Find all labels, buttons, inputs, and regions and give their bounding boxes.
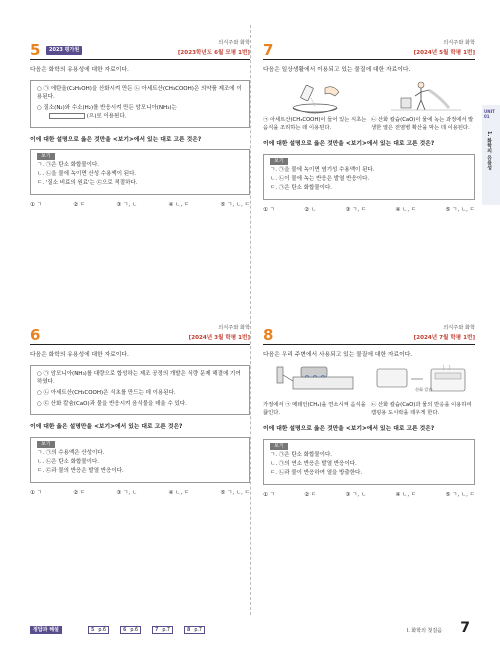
answer-choices [263,207,475,215]
figure-row [263,80,475,132]
bogi-item: ㄷ. '질소 비료의 원료'는 ㉢으로 적절하다. [37,180,138,187]
answer-ref[interactable]: 7 p.7 [152,626,173,634]
gas-stove-illustration [263,365,367,399]
choice-1[interactable]: ① ㄱ [263,206,275,213]
bogi-box [263,154,475,200]
subject-label: 의식주와 화학 [218,40,250,46]
question-text: 이에 대한 설명으로 옳은 것만을 <보기>에서 있는 대로 고른 것은? [263,426,435,433]
choice-2[interactable]: ② ㄷ [73,489,86,496]
choice-4[interactable]: ④ ㄴ, ㄷ [395,206,417,213]
bogi-item: ㄴ. ㉡은 탄소 화합물이다. [37,458,100,465]
question-text: 이에 대한 설명으로 옳은 것만을 <보기>에서 있는 대로 고른 것은? [263,141,435,148]
subject-label: 의식주와 화학 [443,325,475,331]
question-intro: 다음은 화학의 유용성에 대한 자료이다. [30,67,129,73]
answer-key-badge: 정답과 해설 [30,626,62,634]
question-intro: 다음은 일상생활에서 이용되고 있는 물질에 대한 자료이다. [263,67,411,73]
info-box [30,365,250,415]
info-line: ○ ㉠ 암모니아(NH₃)를 대량으로 합성하는 제조 공정의 개발은 식량 문제 해결에 기여하였다. [37,371,241,386]
subject-label: 의식주와 화학 [218,325,250,331]
source-label: [2023학년도 6월 모평 1번] [177,49,250,56]
choice-3[interactable]: ③ ㄱ, ㄴ [116,202,138,209]
bogi-item: ㄷ. ㉢과 물의 반응은 발열 반응이다. [37,467,124,474]
question-intro: 다음은 우리 주변에서 사용되고 있는 물질에 대한 자료이다. [263,352,413,358]
section-label: 1. 화학의 유용성 [486,131,492,170]
info-box [30,80,250,127]
info-line: ○ 질소(N₂)와 수소(H₂)를 반응시켜 만든 암모니아(NH₃)는 (으)로 이용된다. [37,105,177,120]
choice-3[interactable]: ③ ㄱ, ㄷ [345,206,367,213]
figure-caption: ㉠ 아세트산(CH₃COOH)이 들어 있는 식초는 음식을 조리하는 데 이용된다. [263,117,367,131]
question-header [30,40,250,60]
info-line: ○ ㉢ 산화 칼슘(CaO)과 물을 반응시켜 음식물을 데울 수 있다. [37,401,187,408]
bogi-item: ㄴ. ㉡이 물에 녹는 반응은 발열 반응이다. [270,175,370,182]
bogi-title: 보기 [270,443,288,450]
column-divider [250,25,251,615]
figure-caption: 가정에서 ㉠ 메테인(CH₄)을 연소시켜 음식을 끓인다. [263,402,366,416]
answer-choices [30,490,250,498]
bogi-item: ㄷ. ㉠은 탄소 화합물이다. [270,184,333,191]
choice-3[interactable]: ③ ㄱ, ㄴ [345,491,367,498]
exam-badge: 2023 평가원 [46,46,82,55]
figure-caption: ㉡ 산화 칼슘(CaO)이 물에 녹는 과정에서 발생한 열은 전염병 확산을 막는 데 이용된다. [371,117,474,131]
vinegar-cooking-illustration [263,80,367,114]
source-label: [2024년 5월 학평 1번] [413,49,475,56]
info-line: ○ ㉠ 에탄올(C₂H₅OH)을 산화시켜 만든 ㉡ 아세트산(CH₃COOH)은 의약품 제조에 이용된다. [37,86,242,101]
bogi-title: 보기 [37,153,55,160]
question-7 [263,40,475,215]
bogi-item: ㄱ. ㉠의 수용액은 산성이다. [37,449,105,456]
question-intro: 다음은 화학의 유용성에 대한 자료이다. [30,352,129,358]
question-text: 이에 대한 설명으로 옳은 것만을 <보기>에서 있는 대로 고른 것은? [30,136,202,143]
question-8 [263,325,475,500]
question-header [263,40,475,60]
question-6 [30,325,250,498]
question-number: 6 [30,326,41,344]
figure-methane [263,365,367,417]
choice-1[interactable]: ① ㄱ [263,491,275,498]
answer-ref[interactable]: 5 p.6 [88,626,109,634]
question-number: 5 [30,41,41,59]
bogi-box [263,439,475,485]
question-number: 8 [263,326,274,344]
choice-2[interactable]: ② ㄷ [73,202,86,209]
choice-4[interactable]: ④ ㄴ, ㄷ [168,489,190,496]
question-number: 7 [263,41,274,59]
source-label: [2024년 7월 학평 1번] [413,334,475,341]
figure-row [263,365,475,417]
answer-ref[interactable]: 6 p.6 [120,626,141,634]
choice-4[interactable]: ④ ㄴ, ㄷ [168,202,190,209]
answer-choices [30,202,250,210]
blank-box [49,113,85,119]
bogi-item: ㄷ. ㉡과 물이 반응하여 열을 방출한다. [270,469,363,476]
lunchbox-illustration [371,365,475,399]
page-number: 7 [460,620,470,636]
question-header [263,325,475,345]
choice-5[interactable]: ⑤ ㄱ, ㄴ, ㄷ [220,489,250,496]
bogi-item: ㄴ. ㉠의 연소 반응은 발열 반응이다. [270,460,357,467]
subject-label: 의식주와 화학 [443,40,475,46]
bogi-title: 보기 [270,158,288,165]
choice-1[interactable]: ① ㄱ [30,489,42,496]
chapter-side-tab [482,105,500,205]
figure-vinegar [263,80,367,132]
answer-choices [263,492,475,500]
info-line: ○ ㉡ 아세트산(CH₃COOH)은 식초를 만드는 데 이용된다. [37,390,176,397]
bogi-item: ㄱ. ㉠을 물에 녹이면 염기성 수용액이 된다. [270,166,375,173]
choice-3[interactable]: ③ ㄱ, ㄴ [116,489,138,496]
figure-caption: ㉡ 산화 칼슘(CaO)과 물의 반응을 이용하여 캠핑용 도시락을 데우게 한다. [371,402,472,416]
lime-spreading-illustration [371,80,475,114]
choice-2[interactable]: ② ㄴ [304,206,317,213]
page-footer [30,620,470,636]
choice-2[interactable]: ② ㄷ [304,491,317,498]
choice-5[interactable]: ⑤ ㄱ, ㄴ, ㄷ [445,206,475,213]
question-header [30,325,250,345]
bogi-box [30,149,250,195]
footer-section: I. 화학의 첫걸음 [406,628,442,634]
bogi-title: 보기 [37,441,55,448]
bogi-item: ㄱ. ㉠은 탄소 화합물이다. [37,162,100,169]
figure-calcium-oxide [371,80,475,132]
source-label: [2024년 3월 학평 1번] [188,334,250,341]
answer-ref[interactable]: 8 p.7 [184,626,205,634]
bogi-item: ㄱ. ㉠은 탄소 화합물이다. [270,451,333,458]
question-text: 이에 대한 옳은 설명만을 <보기>에서 있는 대로 고른 것은? [30,424,183,431]
unit-label: UNIT 01 [484,109,495,119]
figure-tag: 산화 칼슘 [415,387,433,393]
choice-5[interactable]: ⑤ ㄱ, ㄴ, ㄷ [220,202,250,209]
choice-5[interactable]: ⑤ ㄱ, ㄴ, ㄷ [445,491,475,498]
bogi-item: ㄴ. ㉡을 물에 녹이면 산성 수용액이 된다. [37,171,137,178]
choice-4[interactable]: ④ ㄴ, ㄷ [395,491,417,498]
question-5 [30,40,250,210]
figure-lunchbox [371,365,475,417]
bogi-box [30,437,250,483]
choice-1[interactable]: ① ㄱ [30,202,42,209]
